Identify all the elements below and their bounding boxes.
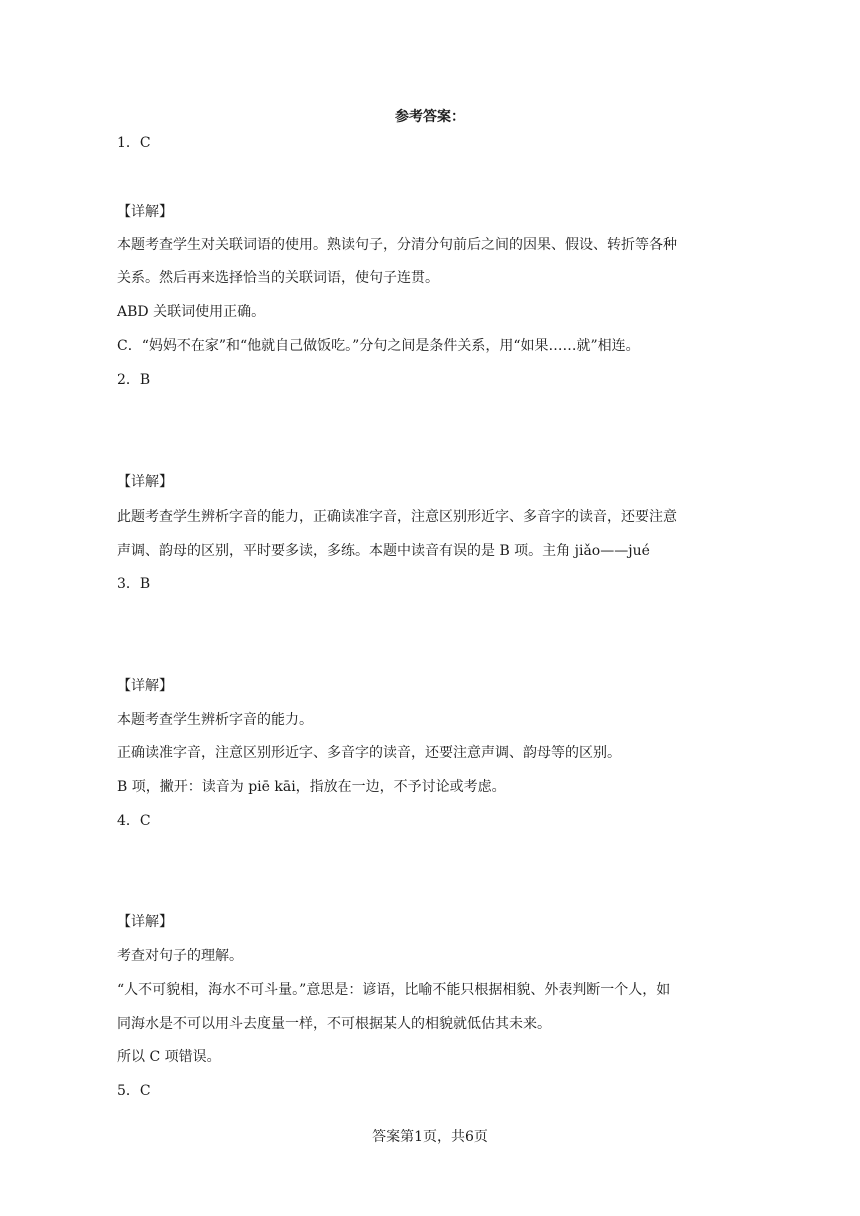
detail-text: 关系。然后再来选择恰当的关联词语，使句子连贯。: [117, 270, 439, 286]
answer-number-3: 3．B: [117, 576, 151, 592]
detail-heading: 【详解】: [117, 914, 173, 930]
detail-heading: 【详解】: [117, 474, 173, 490]
detail-text: 同海水是不可以用斗去度量一样，不可根据某人的相貌就低估其未来。: [117, 1016, 551, 1032]
detail-text: 此题考查学生辨析字音的能力，正确读准字音，注意区别形近字、多音字的读音，还要注意: [117, 509, 677, 525]
detail-text: C．“妈妈不在家”和“他就自己做饭吃。”分句之间是条件关系，用“如果……就”相连。: [117, 338, 640, 354]
answer-number-1: 1．C: [117, 135, 151, 151]
detail-text: 考查对句子的理解。: [117, 948, 243, 964]
detail-heading: 【详解】: [117, 678, 173, 694]
detail-heading: 【详解】: [117, 204, 173, 220]
detail-text: ABD 关联词使用正确。: [117, 304, 266, 320]
detail-text: 本题考查学生对关联词语的使用。熟读句子，分清分句前后之间的因果、假设、转折等各种: [117, 237, 677, 253]
answer-number-2: 2．B: [117, 372, 151, 388]
answer-number-4: 4．C: [117, 813, 151, 829]
detail-text: 正确读准字音，注意区别形近字、多音字的读音，还要注意声调、韵母等的区别。: [117, 745, 621, 761]
detail-text: B 项，撇开：读音为 piē kāi，指放在一边，不予讨论或考虑。: [117, 779, 506, 795]
detail-text: 所以 C 项错误。: [117, 1049, 221, 1065]
answer-number-5: 5．C: [117, 1083, 151, 1099]
page-title: 参考答案：: [395, 109, 465, 125]
page-footer: 答案第1页，共6页: [372, 1129, 488, 1145]
detail-text: “人不可貌相，海水不可斗量。”意思是：谚语，比喻不能只根据相貌、外表判断一个人，如: [117, 982, 671, 998]
detail-text: 本题考查学生辨析字音的能力。: [117, 712, 313, 728]
detail-text: 声调、韵母的区别，平时要多读，多练。本题中读音有误的是 B 项。主角 jiǎo——jué: [117, 543, 650, 559]
